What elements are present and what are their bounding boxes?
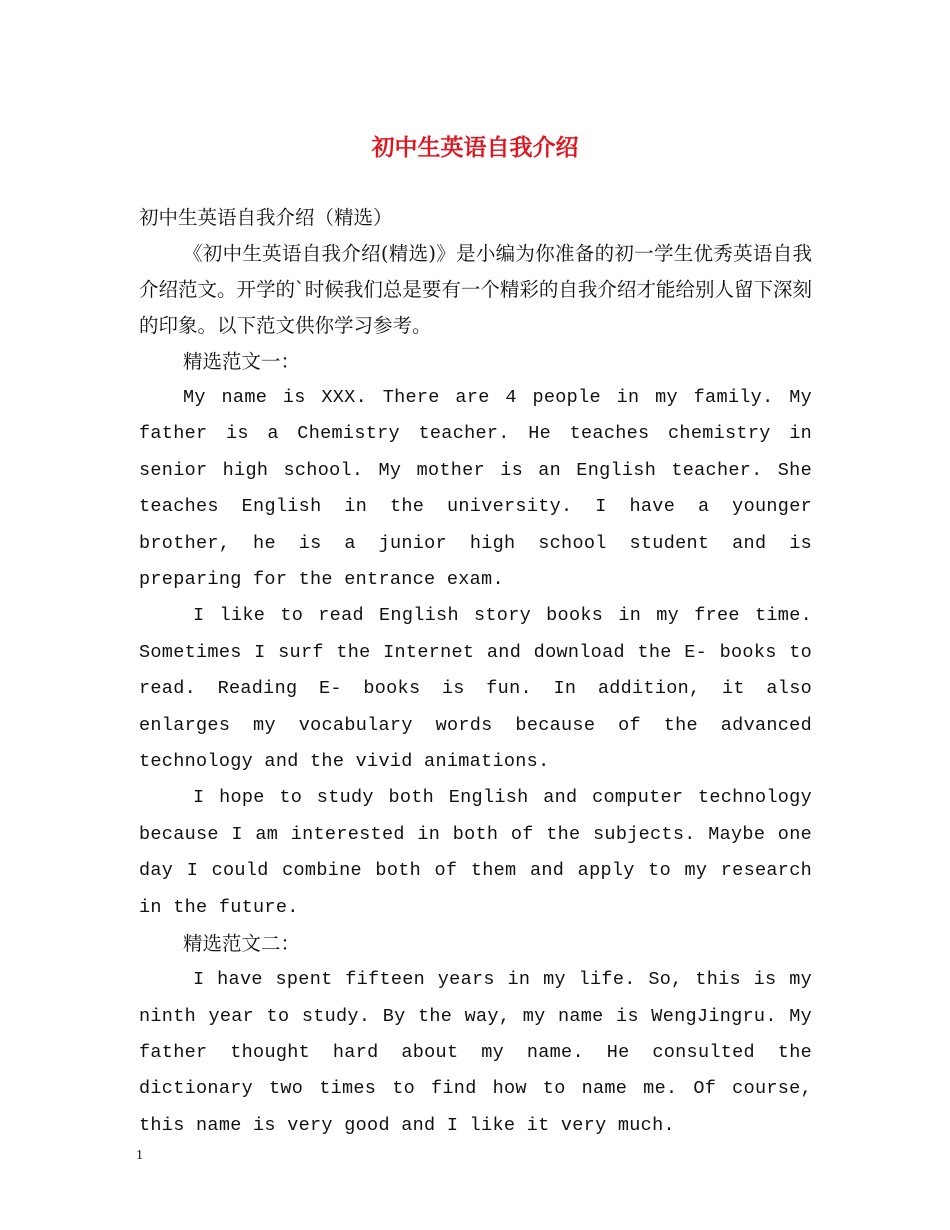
section1-paragraph-2: I like to read English story books in my free time. Sometimes I surf the Internet and download the E- books to read. Reading E- books is fun. In addition, it also enlarges my vocabulary words because of the advanced technology and the vivid animations.: [139, 605, 812, 773]
section1-paragraph-1: My name is XXX. There are 4 people in my family. My father is a Chemistry teacher. He teaches chemistry in senior high school. My mother is an English teacher. She teaches English in the university. I have a younger brother, he is a junior high school student and is preparing for the entrance exam.: [139, 387, 812, 591]
document-title: 初中生英语自我介绍: [371, 134, 579, 161]
intro-paragraph: 《初中生英语自我介绍(精选)》是小编为你准备的初一学生优秀英语自我介绍范文。开学的`时候我们总是要有一个精彩的自我介绍才能给别人留下深刻的印象。以下范文供你学习参考。: [139, 242, 812, 337]
section1-label: 精选范文一：: [183, 350, 301, 373]
document-body: [139, 200, 812, 1144]
section1-paragraph-3: I hope to study both English and computer technology because I am interested in both of the subjects. Maybe one day I could combine both of them and apply to my research in the future.: [139, 787, 812, 918]
section2-paragraph-1: I have spent fifteen years in my life. So, this is my ninth year to study. By the way, my name is WengJingru. My father thought hard about my name. He consulted the dictionary two times to find how to name me. Of course, this name is very good and I like it very much.: [139, 969, 812, 1136]
document-heading: 初中生英语自我介绍（精选）: [139, 206, 393, 229]
page-number: 1: [136, 1148, 143, 1163]
section2-label: 精选范文二：: [183, 932, 301, 956]
